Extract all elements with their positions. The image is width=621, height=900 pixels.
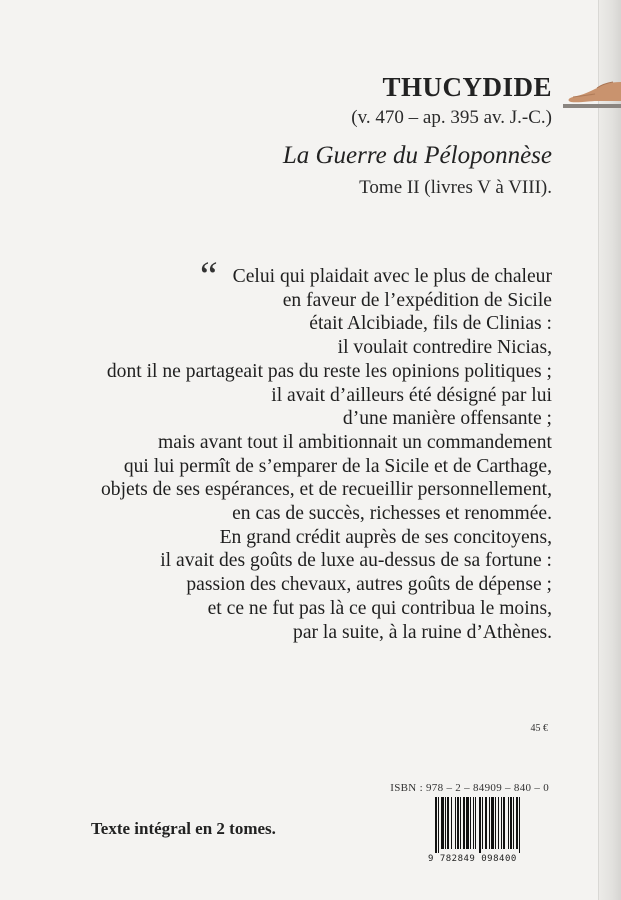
- quote-line: en cas de succès, richesses et renommée.: [232, 503, 552, 525]
- quote-line: par la suite, à la ruine d’Athènes.: [293, 621, 552, 643]
- quote-line: était Alcibiade, fils de Clinias :: [309, 313, 552, 335]
- quote-block: [101, 265, 552, 644]
- barcode-icon: [435, 797, 551, 853]
- quote-line: d’une manière offensante ;: [342, 408, 552, 430]
- author-dates: (v. 470 – ap. 395 av. J.-C.): [351, 107, 552, 128]
- quote-line: en faveur de l’expédition de Sicile: [282, 289, 552, 311]
- book-title: La Guerre du Péloponnèse: [282, 142, 552, 169]
- quote-line: Celui qui plaidait avec le plus de chaleur: [232, 266, 552, 287]
- footer-note: Texte intégral en 2 tomes.: [91, 819, 276, 838]
- volume-info: Tome II (livres V à VIII).: [359, 177, 552, 198]
- quote-line: mais avant tout il ambitionnait un commandement: [158, 431, 552, 453]
- quote-line: qui lui permît de s’emparer de la Sicile et de Carthage,: [123, 455, 552, 477]
- quote-mark: “: [196, 253, 219, 298]
- quote-line: dont il ne partageait pas du reste les opinions politiques ;: [106, 360, 552, 382]
- hand-logo-icon: [563, 68, 621, 110]
- spine-edge: [598, 0, 621, 900]
- price-label: 45 €: [530, 723, 548, 734]
- barcode-digits: 9 782849 098400: [428, 854, 517, 864]
- quote-line: il voulait contredire Nicias,: [337, 337, 552, 359]
- quote-line: objets de ses espérances, et de recueillir personnellement,: [100, 479, 552, 501]
- author-name: THUCYDIDE: [382, 72, 552, 102]
- quote-line: il avait d’ailleurs été désigné par lui: [271, 384, 552, 406]
- isbn-label: ISBN : 978 – 2 – 84909 – 840 – 0: [390, 782, 549, 794]
- quote-line: En grand crédit auprès de ses concitoyens,: [219, 526, 552, 548]
- quote-line: il avait des goûts de luxe au-dessus de sa fortune :: [160, 550, 552, 572]
- quote-line: et ce ne fut pas là ce qui contribua le moins,: [207, 597, 552, 619]
- quote-line: passion des chevaux, autres goûts de dépense ;: [186, 574, 552, 596]
